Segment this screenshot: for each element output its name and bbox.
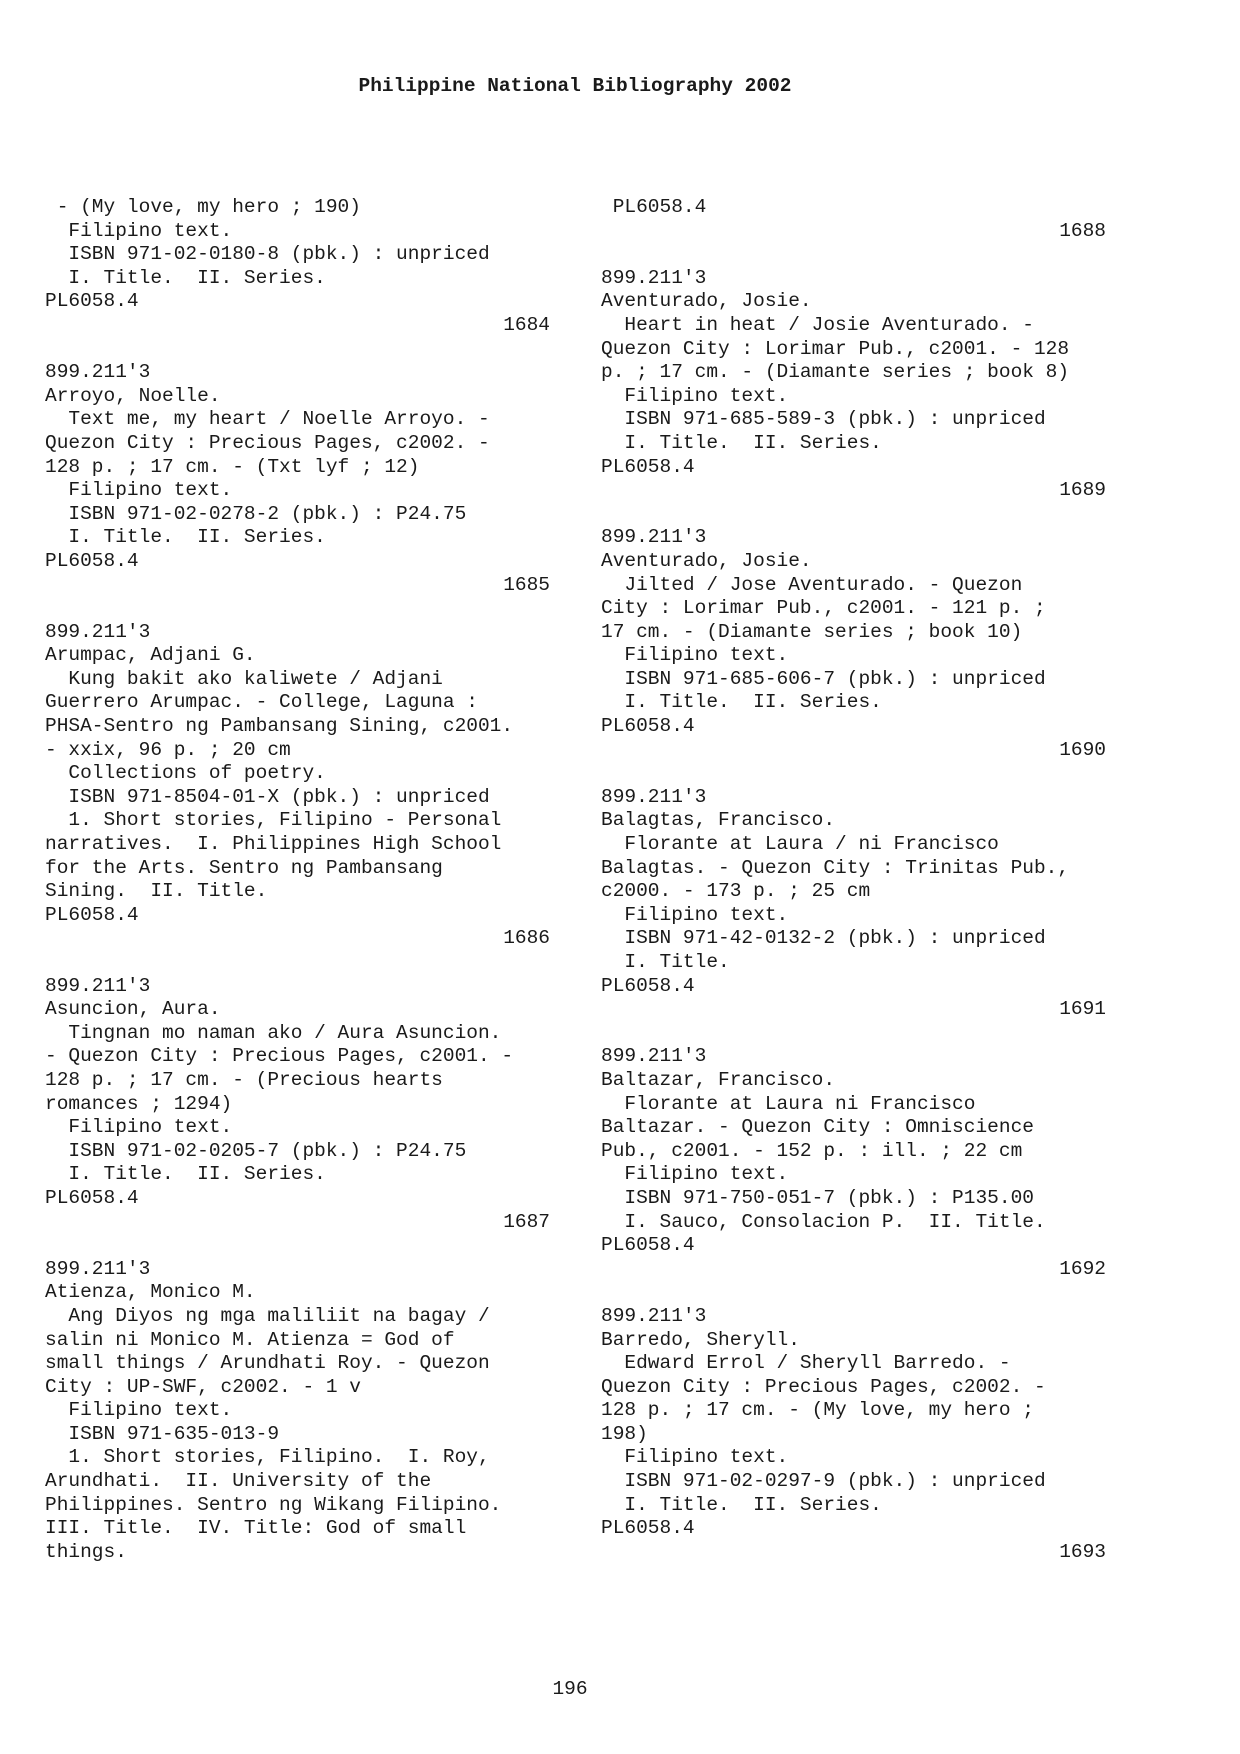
entry-line: Baltazar. - Quezon City : Omniscience xyxy=(601,1116,1034,1139)
entry-line: Filipino text. xyxy=(601,1446,789,1469)
entry-line: City : Lorimar Pub., c2001. - 121 p. ; xyxy=(601,597,1046,620)
blank-line xyxy=(45,1234,550,1258)
entry-number: 1692 xyxy=(1059,1257,1106,1280)
entry-line: Arroyo, Noelle. xyxy=(45,384,221,407)
entry-line: PL6058.4 xyxy=(601,1517,695,1540)
entry-line: ISBN 971-02-0278-2 (pbk.) : P24.75 xyxy=(45,502,467,525)
entry-line: Balagtas, Francisco. xyxy=(601,809,836,832)
entry-line: - (My love, my hero ; 190) xyxy=(45,196,361,218)
entry-line: 1. Short stories, Filipino - Personal xyxy=(45,809,502,832)
entry-line: p. ; 17 cm. - (Diamante series ; book 8) xyxy=(601,361,1070,384)
entry-number: 1687 xyxy=(503,1210,550,1233)
entry-line: Pub., c2001. - 152 p. : ill. ; 22 cm xyxy=(601,1139,1023,1162)
entry-line: Heart in heat / Josie Aventurado. - xyxy=(601,313,1034,336)
entry-line: Filipino text. xyxy=(601,1163,789,1186)
page-title: Philippine National Bibliography 2002 xyxy=(358,75,792,97)
blank-line xyxy=(601,243,1106,267)
entry-line: Balagtas. - Quezon City : Trinitas Pub., xyxy=(601,856,1070,879)
entry-line: ISBN 971-42-0132-2 (pbk.) : unpriced xyxy=(601,927,1046,950)
entry-line: PL6058.4 xyxy=(45,903,139,926)
entry-line: Quezon City : Precious Pages, c2002. - xyxy=(45,431,490,454)
entry-line: Atienza, Monico M. xyxy=(45,1281,256,1304)
entry-line: PL6058.4 xyxy=(45,549,139,572)
entry-line: PL6058.4 xyxy=(601,974,695,997)
entry-line: Edward Errol / Sheryll Barredo. - xyxy=(601,1352,1011,1375)
entry-line: ISBN 971-02-0297-9 (pbk.) : unpriced xyxy=(601,1470,1046,1493)
entry-line: Ang Diyos ng mga maliliit na bagay / xyxy=(45,1304,490,1327)
entry-line: 899.211'3 xyxy=(601,785,707,808)
entry-line: 899.211'3 xyxy=(45,974,151,997)
entry-line: Filipino text. xyxy=(45,479,233,502)
entry-line: Quezon City : Precious Pages, c2002. - xyxy=(601,1375,1046,1398)
entry-line: salin ni Monico M. Atienza = God of xyxy=(45,1328,455,1351)
entry-line: Quezon City : Lorimar Pub., c2001. - 128 xyxy=(601,337,1070,360)
entry-line: Aventurado, Josie. xyxy=(601,290,812,313)
entry-line: - Quezon City : Precious Pages, c2001. - xyxy=(45,1045,514,1068)
entry-line: Asuncion, Aura. xyxy=(45,998,221,1021)
entry-line: - xxix, 96 p. ; 20 cm xyxy=(45,738,291,761)
entry-line: 17 cm. - (Diamante series ; book 10) xyxy=(601,620,1023,643)
entry-line: Filipino text. xyxy=(45,1399,233,1422)
entry-line: Arumpac, Adjani G. xyxy=(45,644,256,667)
entry-line: I. Title. II. Series. xyxy=(601,431,882,454)
entry-line: I. Title. II. Series. xyxy=(45,266,326,289)
entry-line: Arundhati. II. University of the xyxy=(45,1470,432,1493)
entry-line: Philippines. Sentro ng Wikang Filipino. xyxy=(45,1493,502,1516)
entry-line: 198) xyxy=(601,1422,648,1445)
entry-line: Guerrero Arumpac. - College, Laguna : xyxy=(45,691,478,714)
entry-line: I. Sauco, Consolacion P. II. Title. xyxy=(601,1210,1046,1233)
entry-line: Sining. II. Title. xyxy=(45,880,268,903)
entry-line: 899.211'3 xyxy=(601,266,707,289)
blank-line xyxy=(45,951,550,975)
entry-line: Jilted / Jose Aventurado. - Quezon xyxy=(601,573,1023,596)
blank-line xyxy=(45,338,550,362)
entry-line: PL6058.4 xyxy=(601,1234,695,1257)
entry-number: 1691 xyxy=(1059,998,1106,1021)
page-number: 196 xyxy=(552,1678,588,1700)
entry-line: ISBN 971-750-051-7 (pbk.) : P135.00 xyxy=(601,1186,1034,1209)
entry-line: Filipino text. xyxy=(601,384,789,407)
entry-line: 128 p. ; 17 cm. - (Precious hearts xyxy=(45,1068,443,1091)
blank-line xyxy=(601,1281,1106,1305)
entry-line: romances ; 1294) xyxy=(45,1092,233,1115)
entry-line: Kung bakit ako kaliwete / Adjani xyxy=(45,667,443,690)
entry-line: 899.211'3 xyxy=(45,620,151,643)
entry-number: 1689 xyxy=(1059,479,1106,502)
entry-line: 899.211'3 xyxy=(45,361,151,384)
entry-line: small things / Arundhati Roy. - Quezon xyxy=(45,1352,490,1375)
entry-line: PHSA-Sentro ng Pambansang Sining, c2001. xyxy=(45,715,514,738)
entry-line: narratives. I. Philippines High School xyxy=(45,833,502,856)
entry-line: ISBN 971-685-606-7 (pbk.) : unpriced xyxy=(601,667,1046,690)
entry-line: I. Title. II. Series. xyxy=(601,1493,882,1516)
entry-line: 128 p. ; 17 cm. - (My love, my hero ; xyxy=(601,1399,1034,1422)
entry-line: for the Arts. Sentro ng Pambansang xyxy=(45,856,443,879)
entry-line: III. Title. IV. Title: God of small xyxy=(45,1517,467,1540)
entry-line: I. Title. II. Series. xyxy=(45,1163,326,1186)
entry-line: 899.211'3 xyxy=(601,526,707,549)
entry-number: 1684 xyxy=(503,313,550,336)
entry-line: Tingnan mo naman ako / Aura Asuncion. xyxy=(45,1021,502,1044)
right-column xyxy=(601,196,1106,1564)
entry-number: 1688 xyxy=(1059,219,1106,242)
entry-number: 1690 xyxy=(1059,738,1106,761)
entry-line: I. Title. II. Series. xyxy=(601,691,882,714)
entry-line: Filipino text. xyxy=(45,1116,233,1139)
entry-line: c2000. - 173 p. ; 25 cm xyxy=(601,880,871,903)
entry-line: PL6058.4 xyxy=(601,196,707,218)
entry-line: PL6058.4 xyxy=(45,1186,139,1209)
entry-line: Filipino text. xyxy=(601,644,789,667)
entry-line: Aventurado, Josie. xyxy=(601,549,812,572)
entry-line: Filipino text. xyxy=(45,219,233,242)
blank-line xyxy=(601,503,1106,527)
entry-line: ISBN 971-685-589-3 (pbk.) : unpriced xyxy=(601,408,1046,431)
entry-line: 1. Short stories, Filipino. I. Roy, xyxy=(45,1446,490,1469)
entry-number: 1685 xyxy=(503,573,550,596)
entry-line: Florante at Laura / ni Francisco xyxy=(601,833,999,856)
entry-line: Collections of poetry. xyxy=(45,762,326,785)
entry-line: PL6058.4 xyxy=(601,455,695,478)
entry-line: City : UP-SWF, c2002. - 1 v xyxy=(45,1375,361,1398)
entry-line: ISBN 971-8504-01-X (pbk.) : unpriced xyxy=(45,785,490,808)
entry-line: 899.211'3 xyxy=(45,1257,151,1280)
entry-line: things. xyxy=(45,1540,127,1563)
blank-line xyxy=(45,597,550,621)
left-column xyxy=(45,196,550,1564)
entry-line: 899.211'3 xyxy=(601,1045,707,1068)
entry-line: ISBN 971-02-0205-7 (pbk.) : P24.75 xyxy=(45,1139,467,1162)
blank-line xyxy=(601,762,1106,786)
entry-line: PL6058.4 xyxy=(601,715,695,738)
entry-number: 1686 xyxy=(503,927,550,950)
entry-line: Barredo, Sheryll. xyxy=(601,1328,800,1351)
entry-number: 1693 xyxy=(1059,1540,1106,1563)
entry-line: 899.211'3 xyxy=(601,1304,707,1327)
entry-line: ISBN 971-635-013-9 xyxy=(45,1422,280,1445)
entry-line: I. Title. II. Series. xyxy=(45,526,326,549)
blank-line xyxy=(601,1022,1106,1046)
entry-line: Text me, my heart / Noelle Arroyo. - xyxy=(45,408,490,431)
entry-line: Baltazar, Francisco. xyxy=(601,1068,836,1091)
entry-line: Florante at Laura ni Francisco xyxy=(601,1092,976,1115)
entry-line: I. Title. xyxy=(601,951,730,973)
entry-line: Filipino text. xyxy=(601,903,789,926)
entry-line: PL6058.4 xyxy=(45,290,139,313)
entry-line: 128 p. ; 17 cm. - (Txt lyf ; 12) xyxy=(45,455,420,478)
entry-line: ISBN 971-02-0180-8 (pbk.) : unpriced xyxy=(45,243,490,266)
